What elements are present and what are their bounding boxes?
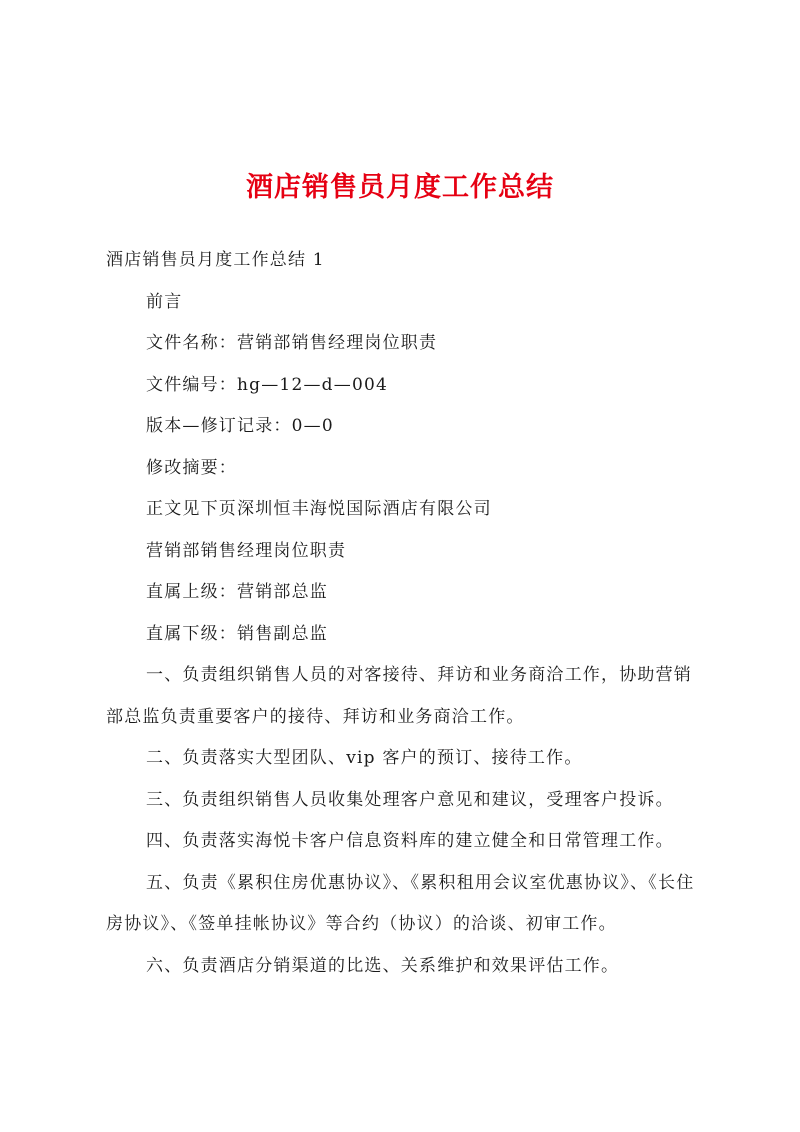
paragraph: 文件名称：营销部销售经理岗位职责	[146, 333, 438, 353]
paragraph: 二、负责落实大型团队、vip 客户的预订、接待工作。	[146, 748, 583, 768]
paragraph: 版本—修订记录：0—0	[146, 416, 334, 436]
paragraph: 直属上级：营销部总监	[146, 582, 328, 602]
paragraph: 正文见下页深圳恒丰海悦国际酒店有限公司	[146, 499, 492, 519]
paragraph: 四、负责落实海悦卡客户信息资料库的建立健全和日常管理工作。	[146, 831, 674, 851]
paragraph: 前言	[146, 291, 183, 312]
paragraph: 营销部销售经理岗位职责	[146, 540, 347, 561]
paragraph: 直属下级：销售副总监	[146, 623, 328, 644]
paragraph: 三、负责组织销售人员收集处理客户意见和建议，受理客户投诉。	[146, 789, 674, 810]
paragraph: 文件编号：hg—12—d—004	[146, 374, 388, 395]
paragraph: 六、负责酒店分销渠道的比选、关系维护和效果评估工作。	[146, 955, 620, 976]
paragraph-continuation: 房协议》、《签单挂帐协议》等合约（协议）的洽谈、初审工作。	[106, 914, 617, 934]
paragraph: 修改摘要：	[146, 457, 237, 478]
document-title: 酒店销售员月度工作总结	[246, 172, 554, 203]
paragraph: 一、负责组织销售人员的对客接待、拜访和业务商洽工作，协助营销	[146, 665, 692, 685]
paragraph: 酒店销售员月度工作总结 1	[106, 250, 325, 270]
document-body	[106, 240, 706, 987]
paragraph: 五、负责《累积住房优惠协议》、《累积租用会议室优惠协议》、《长住	[146, 872, 695, 893]
paragraph-continuation: 部总监负责重要客户的接待、拜访和业务商洽工作。	[106, 706, 525, 727]
